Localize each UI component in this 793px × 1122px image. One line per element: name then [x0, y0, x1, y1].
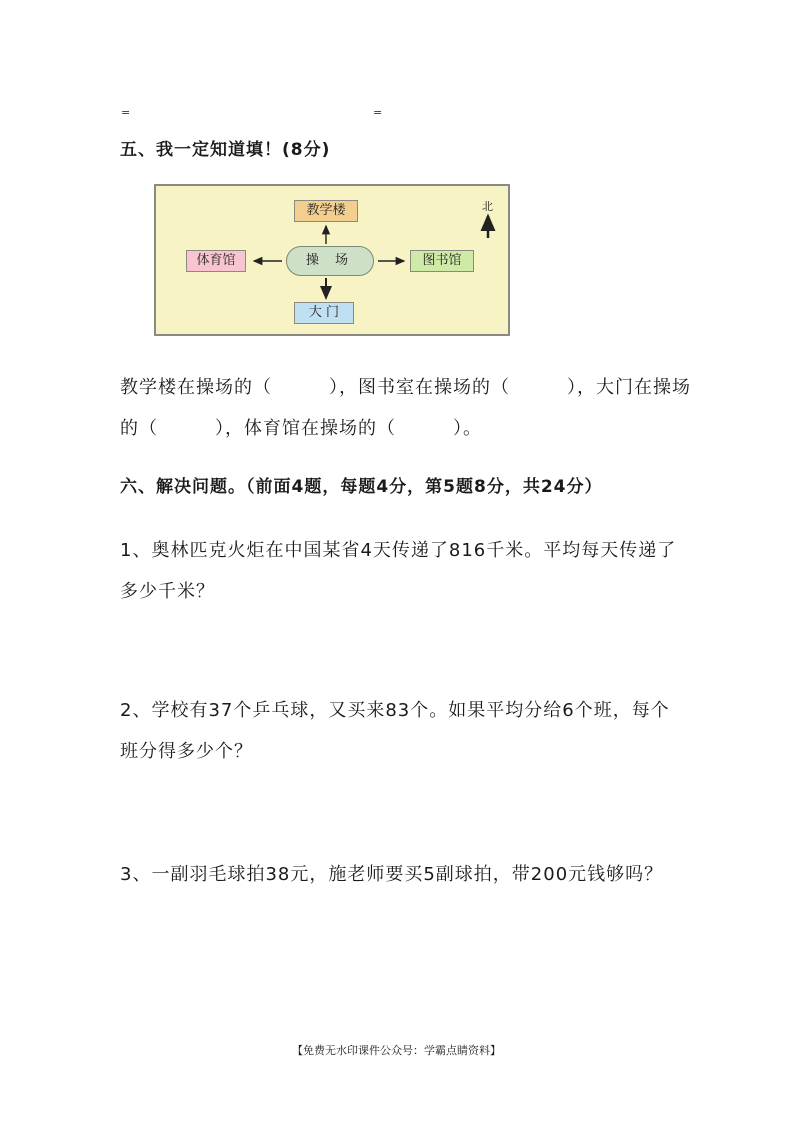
direction-diagram — [154, 184, 510, 336]
question2-line1: 2、学校有37个乒乓球，又买来83个。如果平均分给6个班，每个 — [120, 700, 670, 721]
equals-sign-left: = — [121, 106, 131, 119]
footer-note: 【免费无水印课件公众号：学霸点睛资料】 — [292, 1044, 501, 1057]
teaching-building-box: 教学楼 — [294, 200, 358, 222]
library-box: 图书馆 — [410, 250, 474, 272]
playground-box: 操 场 — [286, 246, 374, 276]
section6-title: 六、解决问题。（前面4题，每题4分，第5题8分，共24分） — [120, 477, 603, 497]
question2-line2: 班分得多少个？ — [120, 741, 253, 762]
gym-box: 体育馆 — [186, 250, 246, 272]
section5-question-line1: 教学楼在操场的（ ），图书室在操场的（ ），大门在操场 — [120, 377, 691, 398]
question1-line1: 1、奥林匹克火炬在中国某省4天传递了816千米。平均每天传递了 — [120, 540, 677, 561]
equals-sign-right: = — [373, 106, 383, 119]
north-label: 北 — [482, 200, 493, 213]
section5-question-line2: 的（ ），体育馆在操场的（ ）。 — [120, 418, 482, 439]
question3-line1: 3、一副羽毛球拍38元，施老师要买5副球拍，带200元钱够吗？ — [120, 864, 664, 885]
section5-title: 五、我一定知道填！(8分) — [120, 140, 331, 160]
gate-box: 大 门 — [294, 302, 354, 324]
question1-line2: 多少千米？ — [120, 581, 215, 602]
